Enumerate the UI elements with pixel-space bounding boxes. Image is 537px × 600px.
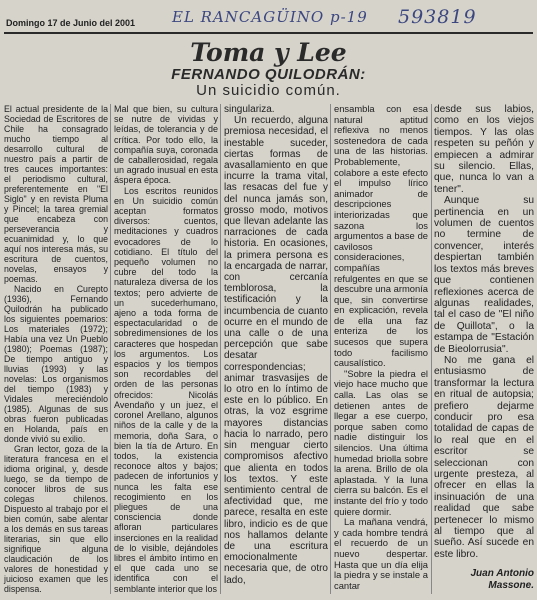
paragraph: Los escritos reunidos en Un suicidio común aceptan formatos diversos: cuentos, meditaciones y cuadros evocadores de lo cotidiano. El título del pequeño volumen no cubre del todo la naturaleza diversa de los textos; pero advierte de un sucederhumano, ajeno a toda forma de espectacularidad o de sobredimensiones de los caracteres que hospedan los argumentos. Los espacios y los tiempos son recordables del orden de las personas ofrecidos: Nicolás Avendaño y un juez, el coronel Arellano, algunos niños de la calle y de la memoria, doña Sara, o bien la tía de Arturo. En todos, la existencia reconoce altos y bajos; padecen de infortunios y nunca les falta ese recogimiento en los pliegues de una consciencia donde afloran particulares inserciones en la realidad de lo visible, dejándoles libres el ámbito íntimo en el que cada uno se identifica con el semblante interior que los [114,185,218,594]
paragraph: "Sobre la piedra el viejo hace mucho que calla. Las olas se detienen antes de llegar a ese cuerpo, porque saben como nadie distinguir los silencios. Una última humedad briolla sobre la arena. Brillo de ola aplastada. Y la luna cierra su balcón. Es el instante del frío y todo quiere dormir. [334,367,428,517]
column-divider [431,104,432,594]
article-column-1 [4,104,108,594]
author-heading: FERNANDO QUILODRÁN: [171,66,366,83]
paragraph: La mañana vendrá, y cada hombre tendrá el recuerdo de un nuevo despertar. Hasta que un día elija la piedra y se instale a cantar [334,516,428,591]
article-subtitle: Un suicidio común. [196,82,341,99]
handwritten-annotation: EL RANCAGÜINO p-19 [172,8,368,26]
article-column-5 [434,104,534,591]
paragraph: desde sus labios, como en los viejos tiempos. Y las olas respeten su peñón y empiecen a admirar su silencio. Ellas, que, nunca lo van a tener". [434,104,534,195]
column-divider [330,104,331,594]
paragraph: Nacido en Curepto (1936), Fernando Quilodrán ha publicado los siguientes poemarios: Los materiales (1972); Había una vez Un Pueblo (1980); Poemas (1987); De tiempo antiguo y lluvias (1993) y las novelas: Los organismos del tiempo (1983) y Vidales mereciéndolo (1985). Algunas de sus obras fueron publicadas en Holanda, país en donde vivió su exilio. [4,284,108,444]
handwritten-number: 593819 [398,6,477,28]
paragraph: ensambla con esa natural aptitud reflexiva no menos sostenedora de cada una de las historias. Probablemente, colabore a este efecto el impulso lírico animador de descripciones interiorizadas que sazona los argumentos a base de cavilosos consideraciones, compañías refulgentes en que se descubre una armonía que, sin convertirse en explicación, revela de ella una faz enteriza de los sucesos que supera todo facilismo causalístico. [334,103,428,369]
paragraph: Mal que bien, su cultura se nutre de vividas y leídas, de tolerancia y de crítica. Por todo ello, la compañía suya, coronada de caballerosidad, regala un agrado inusual en esta áspera época. [114,104,218,186]
column-divider [220,104,221,594]
paragraph: singulariza. [224,104,275,115]
author-signature: Juan Antonio Massone. [470,568,534,591]
date-line: Domingo 17 de Junio del 2001 [6,18,136,28]
paragraph: Gran lector, goza de la literatura francesa en el idioma original, y, desde luego, se da tiempo de conocer libros de sus colegas chilenos. Dispuesto al trabajo por el bien común, sabe alentar a los demás en sus tareas literarias, sin que ello signifique alguna claudicación de los valores de honestidad y juicioso examen que les dispensa. [4,444,108,594]
article-column-2 [114,104,218,594]
article-column-3 [224,104,328,586]
paragraph: No me gana el entusiasmo de transformar la lectura en ritual de autopsia; prefiero dejarme conducir pro esa totalidad de capas de lo real que en el escritor se seleccionan con urgente presteza, al ofrecer en ellas la insinuación de una realidad que sabe pertenecer lo mismo al tiempo que al sueño. Así sucede en este libro. [434,354,534,560]
paragraph: Un recuerdo, alguna premiosa necesidad, el inestable suceder, ciertas formas de avasallamiento en que incurre la trama vital, las resacas del fue y del nunca jamás son, grosso modo, motivos que llevan adelante las narraciones de cada historia. En ocasiones, la primera persona es la encargada de narrar, con cercanía temblorosa, la testificación y la incumbencia de cuanto ocurre en el mundo de una calle o de una percepción que sabe desatar correspondencias; animar trasvasijes de lo otro en lo íntimo de este en lo público. En otras, la voz esgrime mayores distancias hacia lo narrado, pero sin menguar cierto compromisos afectivo que alienta en todos los textos. Y este sentimiento central de afectividad que, me parece, resalta en este libro, indicio es de que nos hallamos delante de una escritura emocionalmente necesaria que, de otro lado, [224,115,328,586]
top-rule [4,32,533,34]
article-column-4 [334,104,428,591]
section-title: Toma y Lee [190,38,347,67]
paragraph: Aunque su pertinencia en un volumen de cuentos no termine de convencer, interés despiertan también los textos más breves que contienen reflexiones acerca de algunas realidades, tal el caso de "El niño de Quillota", o la estampa de "Estación de Bieolorrusia". [434,195,534,355]
paragraph: El actual presidente de la Sociedad de Escritores de Chile ha consagrado mucho tiempo al desarrollo cultural de nuestro país a partir de tres cauces importantes: el periodismo cultural, preferentemente en "El Siglo" y en revista Pluma y Pincel; la tarea gremial que encabeza con perseverancia y ecuanimidad y, lo que aquí nos interesa más, su escritura de cuentos, novelas, ensayos y poemas. [4,104,108,284]
column-divider [110,104,111,594]
